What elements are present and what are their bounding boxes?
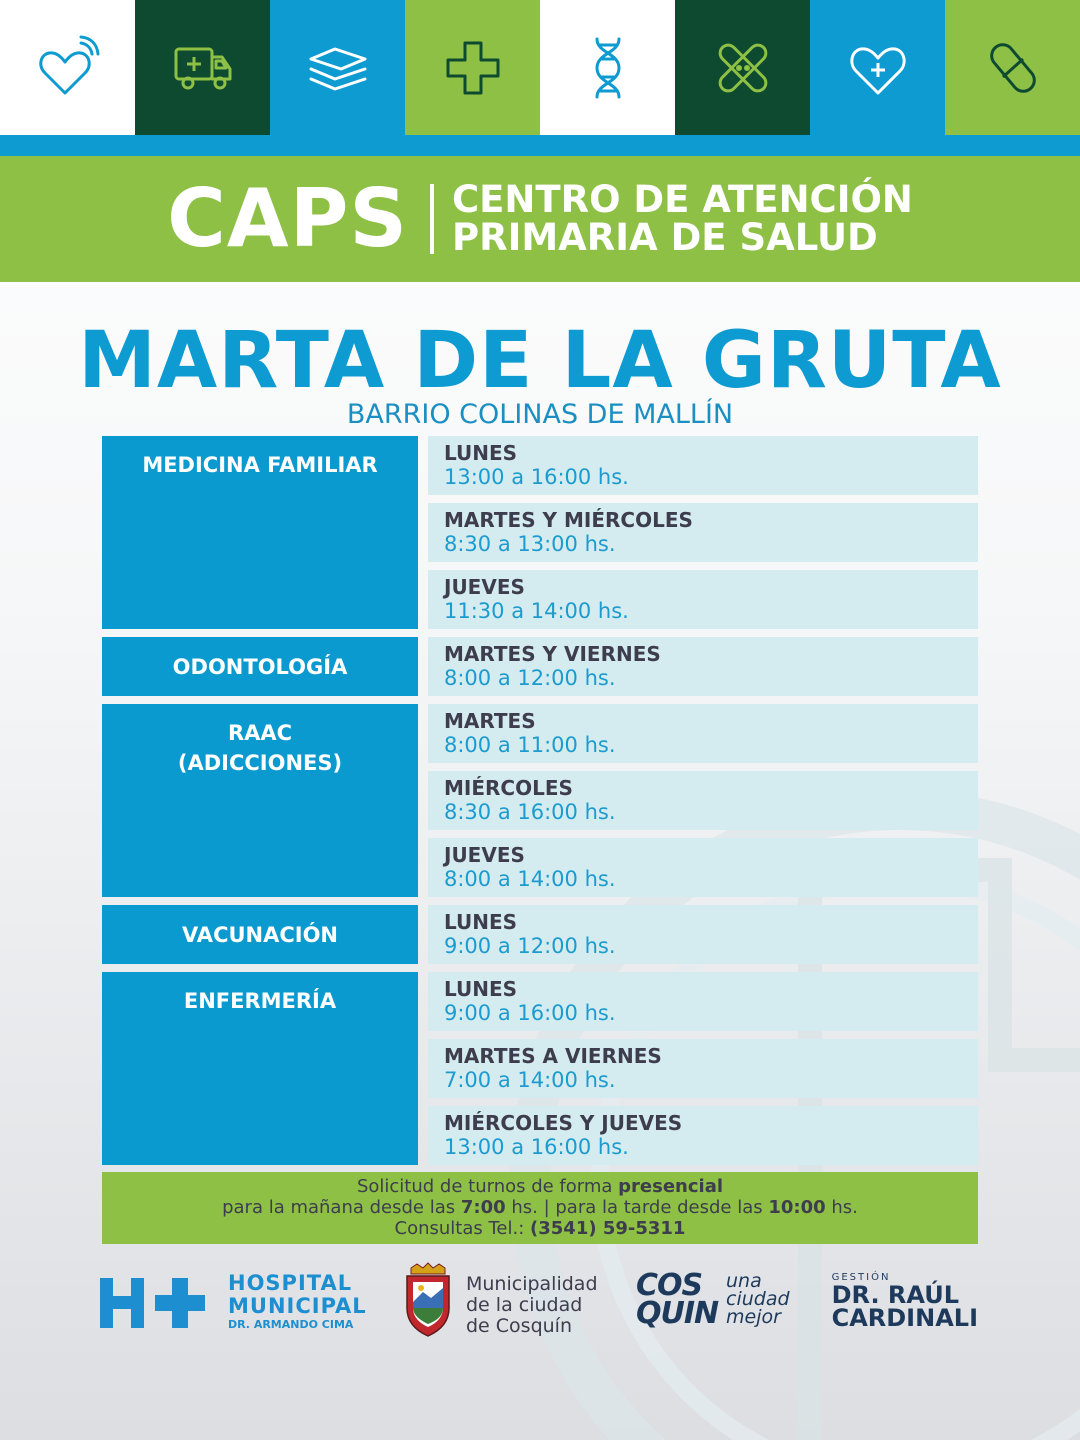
- slot-hours: 7:00 a 14:00 hs.: [444, 1068, 616, 1092]
- slot-hours: 9:00 a 16:00 hs.: [444, 1001, 616, 1025]
- bandage-icon: [710, 35, 776, 101]
- blue-band: [0, 135, 1080, 156]
- cosquin-shield-icon: [403, 1262, 453, 1338]
- slot-hours: 8:00 a 12:00 hs.: [444, 666, 616, 690]
- service-group: [102, 905, 978, 964]
- schedule-slot: [428, 771, 978, 830]
- service-name: ENFERMERÍA: [102, 972, 418, 1165]
- gestion-logo: [832, 1272, 978, 1330]
- gestion-label: GESTIÓN: [831, 1272, 891, 1283]
- pill-icon: [980, 35, 1046, 101]
- notice-l1-bold: presencial: [618, 1176, 724, 1197]
- appointment-notice: [102, 1172, 978, 1244]
- service-name: RAAC (ADICCIONES): [102, 704, 418, 897]
- schedule-slot: [428, 972, 978, 1031]
- schedule-slot: [428, 905, 978, 964]
- quin-text: QUIN: [636, 1296, 719, 1331]
- schedule-slot: [428, 838, 978, 897]
- header-subtitle: [451, 178, 913, 259]
- notice-l2-d: 10:00: [768, 1197, 826, 1218]
- caps-title: CAPS: [167, 172, 408, 265]
- slot-list: [428, 436, 978, 629]
- slot-hours: 8:30 a 16:00 hs.: [444, 800, 616, 824]
- tile-bandage: [675, 0, 810, 135]
- service-name: ODONTOLOGÍA: [102, 637, 418, 696]
- slot-hours: 8:30 a 13:00 hs.: [444, 532, 616, 556]
- slot-day: MIÉRCOLES Y JUEVES: [444, 1111, 683, 1135]
- tile-heart-cross: [810, 0, 945, 135]
- schedule-slot: [428, 570, 978, 629]
- notice-l2-b: 7:00: [460, 1197, 506, 1218]
- municipalidad-name: [466, 1274, 598, 1337]
- service-name: VACUNACIÓN: [102, 905, 418, 964]
- muni-line1: Municipalidad: [466, 1273, 598, 1295]
- schedule-slot: [428, 637, 978, 696]
- slot-day: MARTES Y MIÉRCOLES: [444, 508, 693, 532]
- tile-ambulance: [135, 0, 270, 135]
- slot-list: [428, 905, 978, 964]
- notice-line1: [102, 1176, 978, 1197]
- notice-line2: [102, 1197, 978, 1218]
- slot-day: LUNES: [444, 910, 518, 934]
- cosquin-slogan-logo: [636, 1268, 790, 1331]
- slot-hours: 8:00 a 14:00 hs.: [444, 867, 616, 891]
- tile-dna: [540, 0, 675, 135]
- schedule-slot: [428, 1106, 978, 1165]
- muni-line3: de Cosquín: [466, 1315, 573, 1337]
- tile-heart-wifi: [0, 0, 135, 135]
- service-group: [102, 972, 978, 1165]
- slot-day: JUEVES: [444, 575, 525, 599]
- icon-strip: [0, 0, 1080, 135]
- schedule-slot: [428, 436, 978, 495]
- heart-cross-icon: [845, 35, 911, 101]
- hospital-line1: HOSPITAL: [228, 1271, 353, 1295]
- schedule-slot: [428, 503, 978, 562]
- service-group: [102, 704, 978, 897]
- heart-wifi-icon: [35, 35, 101, 101]
- cos-text: COS: [636, 1268, 703, 1303]
- hospital-name: [228, 1272, 367, 1332]
- slot-day: LUNES: [444, 977, 518, 1001]
- slogan-line1: una: [726, 1270, 762, 1292]
- slot-day: MARTES A VIERNES: [444, 1044, 662, 1068]
- slot-list: [428, 637, 978, 696]
- header-subtitle-line2: PRIMARIA DE SALUD: [451, 216, 878, 259]
- slot-hours: 13:00 a 16:00 hs.: [444, 465, 629, 489]
- notice-l2-a: para la mañana desde las: [222, 1197, 461, 1218]
- header-separator: [430, 184, 434, 254]
- hospital-logo-icon: [100, 1276, 212, 1332]
- slot-day: LUNES: [444, 441, 518, 465]
- tile-pill: [945, 0, 1080, 135]
- hands-icon: [305, 35, 371, 101]
- header-subtitle-line1: CENTRO DE ATENCIÓN: [451, 178, 913, 221]
- slot-list: [428, 704, 978, 897]
- slogan: [726, 1272, 790, 1326]
- plus-icon: [440, 35, 506, 101]
- slot-day: JUEVES: [444, 843, 525, 867]
- ambulance-icon: [170, 35, 236, 101]
- slot-hours: 8:00 a 11:00 hs.: [444, 733, 616, 757]
- slot-hours: 13:00 a 16:00 hs.: [444, 1135, 629, 1159]
- notice-l1-text: Solicitud de turnos de forma: [356, 1176, 619, 1197]
- service-name: MEDICINA FAMILIAR: [102, 436, 418, 629]
- hospital-line2: MUNICIPAL: [228, 1294, 367, 1318]
- schedule-slot: [428, 1039, 978, 1098]
- slot-list: [428, 972, 978, 1165]
- hospital-line3: DR. ARMANDO CIMA: [228, 1318, 354, 1331]
- tile-hands: [270, 0, 405, 135]
- dna-icon: [575, 35, 641, 101]
- schedule-slot: [428, 704, 978, 763]
- slogan-line2: ciudad: [726, 1288, 790, 1310]
- tile-plus: [405, 0, 540, 135]
- muni-line2: de la ciudad: [466, 1294, 583, 1316]
- gestion-line3: CARDINALI: [831, 1304, 978, 1332]
- notice-l3-a: Consultas Tel.:: [394, 1218, 531, 1239]
- notice-l2-e: hs.: [825, 1197, 858, 1218]
- slot-day: MIÉRCOLES: [444, 776, 573, 800]
- slot-hours: 9:00 a 12:00 hs.: [444, 934, 616, 958]
- notice-line3: [102, 1218, 978, 1239]
- header-banner: [0, 156, 1080, 282]
- gestion-line2: DR. RAÚL: [831, 1281, 960, 1309]
- center-name: MARTA DE LA GRUTA: [78, 316, 1002, 406]
- neighborhood: BARRIO COLINAS DE MALLÍN: [346, 399, 734, 430]
- slot-hours: 11:30 a 14:00 hs.: [444, 599, 629, 623]
- service-group: [102, 436, 978, 629]
- service-group: [102, 637, 978, 696]
- schedule-table: [102, 436, 978, 1173]
- slot-day: MARTES Y VIERNES: [444, 642, 661, 666]
- footer-logos: [100, 1258, 980, 1358]
- phone-number: (3541) 59-5311: [530, 1218, 686, 1239]
- slot-day: MARTES: [444, 709, 536, 733]
- notice-l2-c: hs. | para la tarde desde las: [505, 1197, 769, 1218]
- slogan-line3: mejor: [726, 1306, 781, 1328]
